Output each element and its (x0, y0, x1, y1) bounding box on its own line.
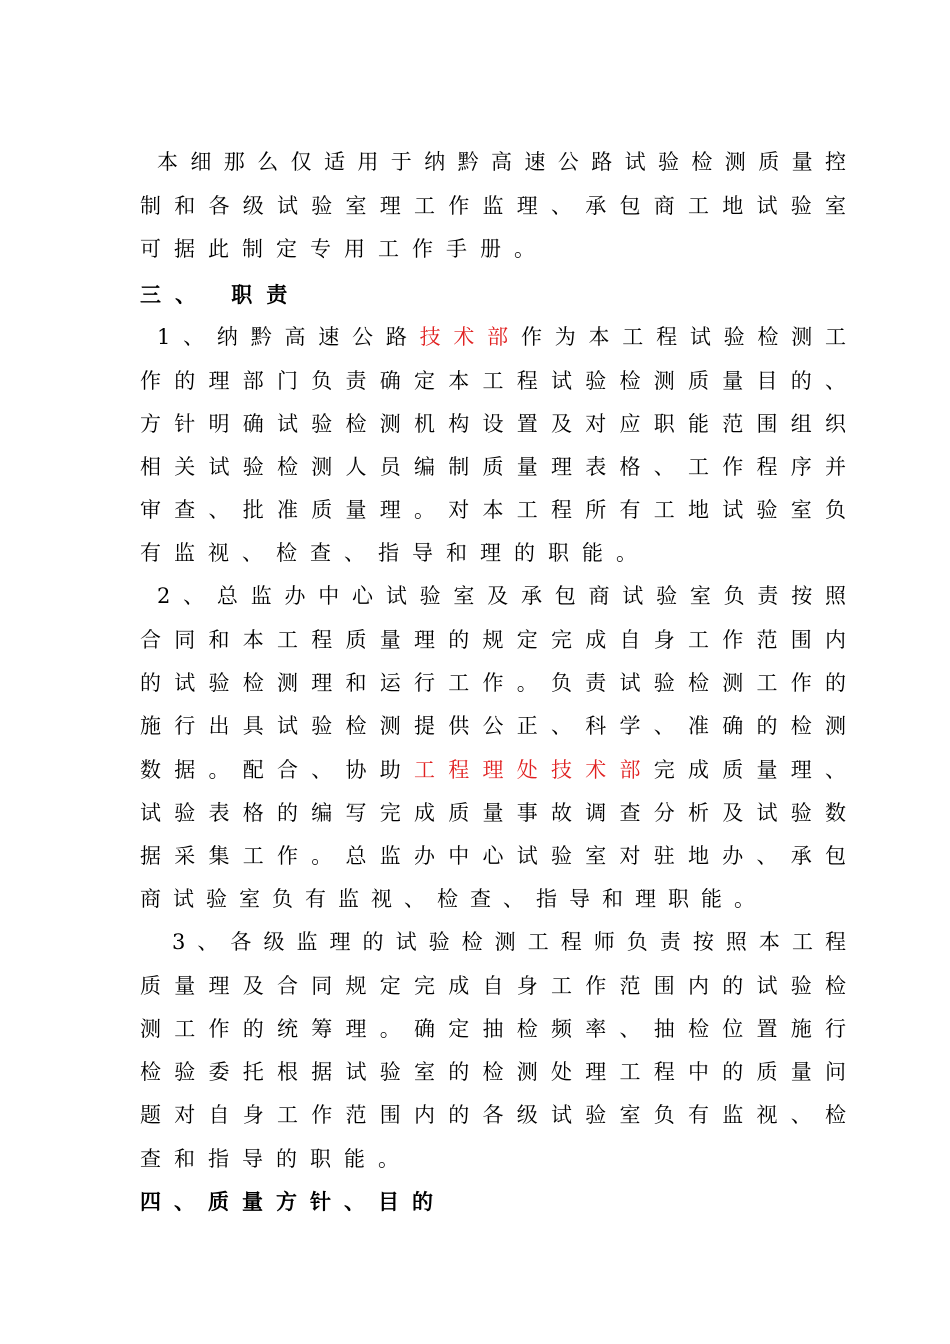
section-heading-quality-policy: 四、质量方针、目的 (140, 1189, 446, 1214)
item3-line1: 3、各级监理的试验检测工程师负责按照本工程 (172, 930, 846, 954)
item2-line1: 2、总监办中心试验室及承包商试验室负责按照 (157, 584, 846, 608)
section-heading-duties: 三、 职责 (140, 282, 302, 307)
paragraph-line: 施行出具试验检测提供公正、科学、准确的检测 (140, 714, 846, 738)
item2-text: 数据。配合、协助 (140, 758, 414, 782)
paragraph-line: 试验表格的编写完成质量事故调查分析及试验数 (140, 801, 846, 825)
item1-text: 作为本工程试验检测工 (520, 325, 846, 349)
paragraph-line: 质量理及合同规定完成自身工作范围内的试验检 (140, 974, 846, 998)
paragraph-line: 制和各级试验室理工作监理、承包商工地试验室 (140, 194, 846, 218)
paragraph-line: 有监视、检查、指导和理的职能。 (140, 541, 650, 565)
paragraph-line: 合同和本工程质量理的规定完成自身工作范围内 (140, 628, 846, 652)
item1-text: 1、纳黔高速公路 (157, 325, 420, 349)
paragraph-line: 本细那么仅适用于纳黔高速公路试验检测质量控 (157, 150, 846, 174)
paragraph-line: 作的理部门负责确定本工程试验检测质量目的、 (140, 369, 846, 393)
paragraph-line: 查和指导的职能。 (140, 1147, 412, 1171)
item2-text: 完成质量理、 (653, 758, 846, 782)
paragraph-line: 题对自身工作范围内的各级试验室负有监视、检 (140, 1103, 846, 1127)
paragraph-line: 测工作的统筹理。确定抽检频率、抽检位置施行 (140, 1017, 846, 1041)
paragraph-line: 方针明确试验检测机构设置及对应职能范围组织 (140, 412, 846, 436)
item2-line5 (140, 755, 846, 785)
paragraph-line: 审查、批准质量理。对本工程所有工地试验室负 (140, 498, 846, 522)
paragraph-line: 可据此制定专用工作手册。 (140, 237, 548, 261)
paragraph-line: 相关试验检测人员编制质量理表格、工作程序并 (140, 455, 846, 479)
item1-line1 (157, 322, 846, 352)
paragraph-line: 商试验室负有监视、检查、指导和理职能。 (140, 887, 767, 911)
paragraph-line: 的试验检测理和运行工作。负责试验检测工作的 (140, 671, 846, 695)
paragraph-line: 据采集工作。总监办中心试验室对驻地办、承包 (140, 844, 846, 868)
highlight-technical-dept: 技术部 (419, 325, 521, 349)
paragraph-line: 检验委托根据试验室的检测处理工程中的质量问 (140, 1060, 846, 1084)
highlight-engineering-dept: 工程理处技术部 (414, 758, 654, 782)
